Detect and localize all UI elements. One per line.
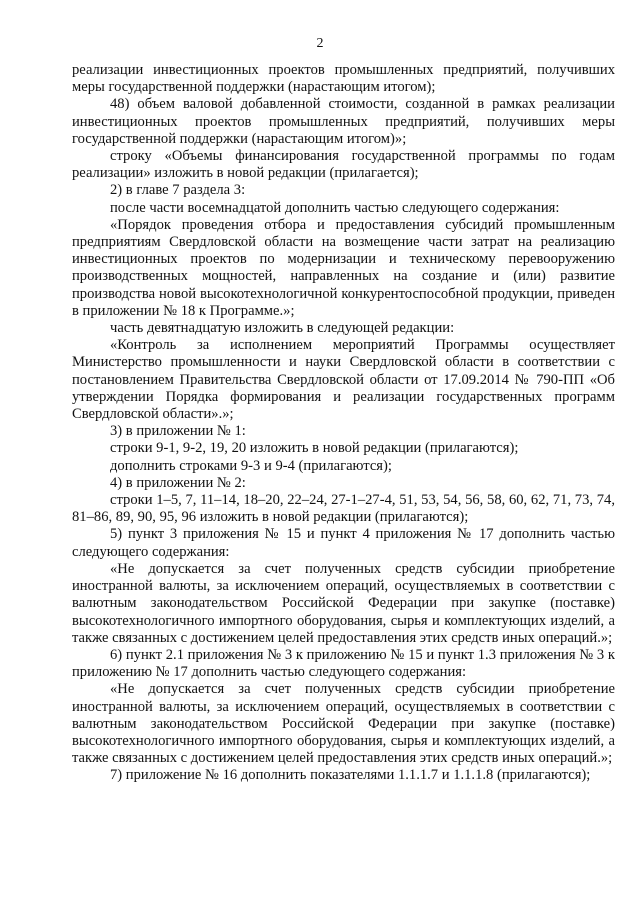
paragraph-financing-row: строку «Объемы финансирования государственной программы по годам реализации» изложить в новой редакции (прилагается); <box>72 148 615 182</box>
paragraph-quote-subsidy-procedure: «Порядок проведения отбора и предоставления субсидий промышленным предприятиям Свердловской области на возмещение части затрат на реализацию инвестиционных проектов по модернизации и техническому перевооружению производственных мощностей, направленных на создание и (или) развитие производства новой высокотехнологичной конкурентоспособной продукции, приведен в приложении № 18 к Программе.»; <box>72 216 615 319</box>
paragraph-quote-control: «Контроль за исполнением мероприятий Программы осуществляет Министерство промышленности и науки Свердловской области в соответствии с постановлением Правительства Свердловской области от 17.09.2014 № 790-ПП «Об утверждении Порядка формирования и реализации государственных программ Свердловской области».»; <box>72 337 615 423</box>
paragraph-quote-currency-1: «Не допускается за счет полученных средств субсидии приобретение иностранной валюты, за исключением операций, осуществляемых в соответствии с валютным законодательством Российской Федерации при закупке (поставке) высокотехнологичного импортного оборудования, сырья и комплектующих изделий, а также связанных с достижением целей предоставления этих средств иных операций.»; <box>72 560 615 646</box>
paragraph-item-48: 48) объем валовой добавленной стоимости, созданной в рамках реализации инвестиционных проектов промышленных предприятий, получивших меры государственной поддержки (нарастающим итогом)»; <box>72 96 615 147</box>
paragraph-rows-9: строки 9-1, 9-2, 19, 20 изложить в новой редакции (прилагаются); <box>110 440 519 457</box>
paragraph-item-4: 4) в приложении № 2: <box>110 474 246 491</box>
paragraph-continuation: реализации инвестиционных проектов промышленных предприятий, получивших меры государственной поддержки (нарастающим итогом); <box>72 62 615 96</box>
paragraph-quote-currency-2: «Не допускается за счет полученных средств субсидии приобретение иностранной валюты, за исключением операций, осуществляемых в соответствии с валютным законодательством Российской Федерации при закупке (поставке) высокотехнологичного импортного оборудования, сырья и комплектующих изделий, а также связанных с достижением целей предоставления этих средств иных операций.»; <box>72 681 615 767</box>
page-number: 2 <box>316 36 324 51</box>
paragraph-item-6: 6) пункт 2.1 приложения № 3 к приложению № 15 и пункт 1.3 приложения № 3 к приложению № 17 дополнить частью следующего содержания: <box>72 646 615 681</box>
paragraph-item-3: 3) в приложении № 1: <box>110 423 246 440</box>
paragraph-item-7: 7) приложение № 16 дополнить показателями 1.1.1.7 и 1.1.1.8 (прилагаются); <box>110 767 591 784</box>
paragraph-after-part-18: после части восемнадцатой дополнить частью следующего содержания: <box>110 199 560 216</box>
paragraph-rows-list: строки 1–5, 7, 11–14, 18–20, 22–24, 27-1–27-4, 51, 53, 54, 56, 58, 60, 62, 71, 73, 74, 81–86, 89, 90, 95, 96 изложить в новой редакции (прилагаются); <box>72 492 615 526</box>
paragraph-add-rows: дополнить строками 9-3 и 9-4 (прилагаются); <box>110 457 392 474</box>
paragraph-part-19: часть девятнадцатую изложить в следующей редакции: <box>110 320 455 337</box>
paragraph-item-2: 2) в главе 7 раздела 3: <box>110 182 246 199</box>
document-body <box>72 62 615 785</box>
paragraph-item-5: 5) пункт 3 приложения № 15 и пункт 4 приложения № 17 дополнить частью следующего содержания: <box>72 526 615 560</box>
